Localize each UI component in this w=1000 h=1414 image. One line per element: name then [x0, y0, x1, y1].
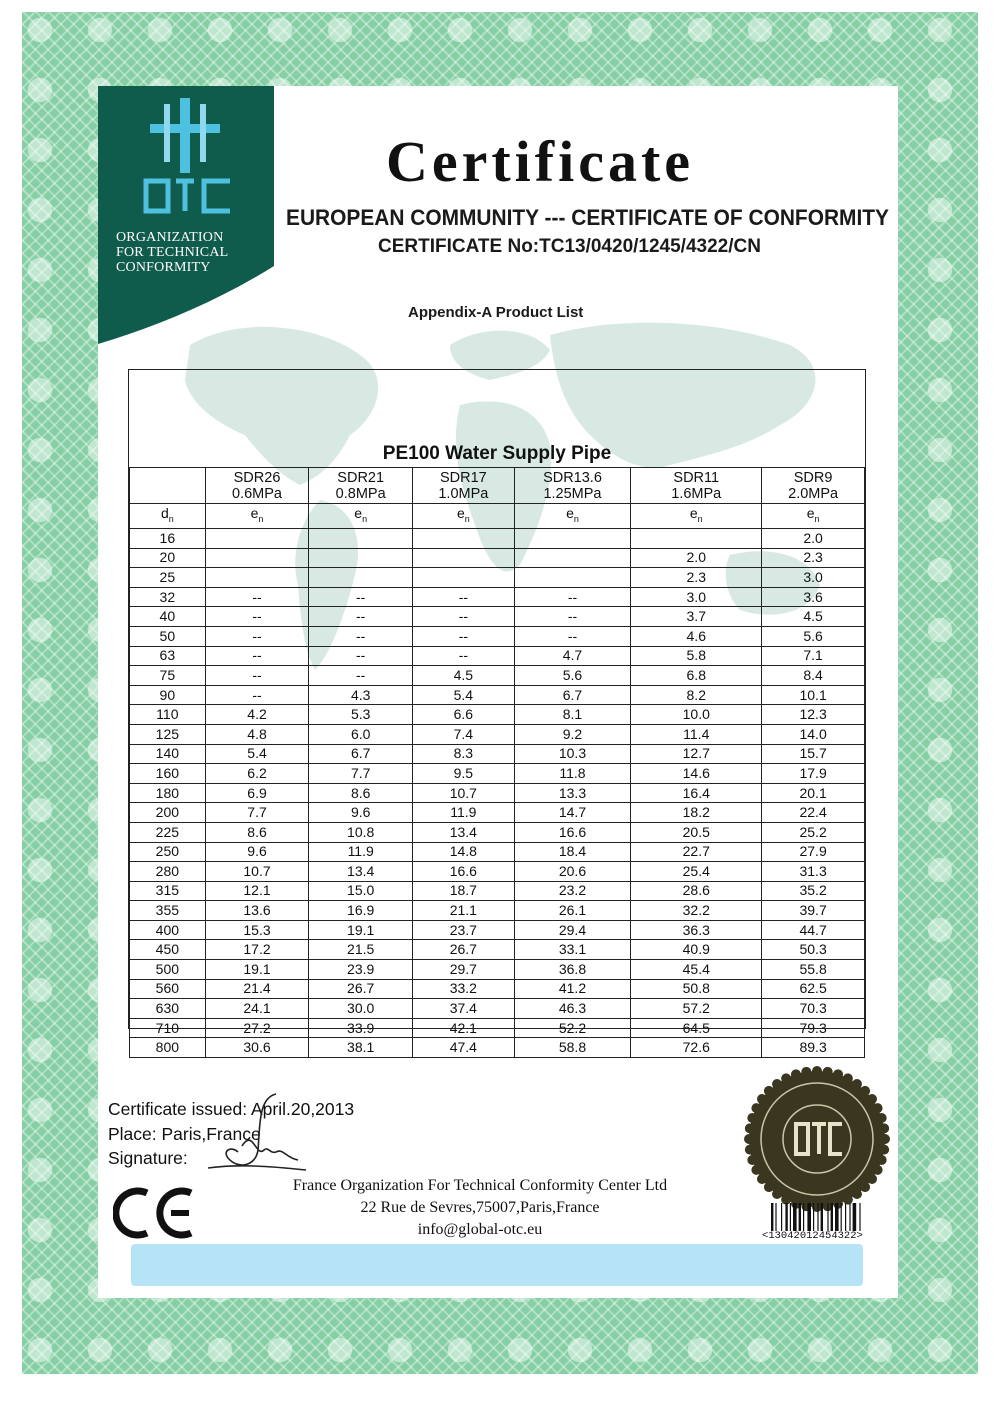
org-line-3: CONFORMITY: [116, 260, 211, 275]
thickness-cell: 12.1: [205, 881, 309, 901]
table-row: [130, 862, 865, 882]
thickness-cell: 64.5: [631, 1018, 762, 1038]
table-row: [130, 783, 865, 803]
thickness-cell: 37.4: [413, 999, 515, 1019]
thickness-cell: --: [205, 646, 309, 666]
en-symbol: $e_n$: [413, 504, 515, 529]
thickness-cell: 8.6: [309, 783, 413, 803]
thickness-cell: 57.2: [631, 999, 762, 1019]
dn-cell: 160: [130, 764, 206, 784]
thickness-cell: 14.7: [514, 803, 631, 823]
en-symbol: $e_n$: [631, 504, 762, 529]
thickness-cell: 40.9: [631, 940, 762, 960]
thickness-cell: 41.2: [514, 979, 631, 999]
dn-cell: 500: [130, 960, 206, 980]
thickness-cell: 32.2: [631, 901, 762, 921]
thickness-cell: 47.4: [413, 1038, 515, 1058]
thickness-cell: [413, 568, 515, 588]
thickness-cell: --: [309, 626, 413, 646]
table-row: [130, 842, 865, 862]
thickness-cell: 18.7: [413, 881, 515, 901]
thickness-cell: 50.8: [631, 979, 762, 999]
thickness-cell: --: [413, 626, 515, 646]
thickness-cell: 15.3: [205, 920, 309, 940]
thickness-cell: 4.2: [205, 705, 309, 725]
thickness-cell: 44.7: [762, 920, 865, 940]
thickness-cell: 11.9: [309, 842, 413, 862]
thickness-cell: 72.6: [631, 1038, 762, 1058]
thickness-cell: 27.2: [205, 1018, 309, 1038]
thickness-cell: 5.3: [309, 705, 413, 725]
handwritten-signature: [198, 1088, 308, 1174]
header-sdr13-6: SDR13.6 1.25MPa: [514, 468, 631, 504]
thickness-cell: 10.0: [631, 705, 762, 725]
thickness-cell: 20.6: [514, 862, 631, 882]
thickness-cell: 18.2: [631, 803, 762, 823]
table-row: [130, 626, 865, 646]
thickness-cell: 17.9: [762, 764, 865, 784]
dn-cell: 560: [130, 979, 206, 999]
thickness-cell: --: [205, 626, 309, 646]
table-row: [130, 1038, 865, 1058]
table-row: [130, 901, 865, 921]
thickness-cell: 42.1: [413, 1018, 515, 1038]
thickness-cell: 9.6: [309, 803, 413, 823]
thickness-cell: 55.8: [762, 960, 865, 980]
thickness-cell: 4.7: [514, 646, 631, 666]
issue-date: Certificate issued: April.20,2013: [108, 1099, 355, 1119]
thickness-cell: 4.5: [413, 666, 515, 686]
thickness-cell: 26.7: [413, 940, 515, 960]
dn-cell: 90: [130, 685, 206, 705]
header-sdr9: SDR9 2.0MPa: [762, 468, 865, 504]
dn-cell: 225: [130, 822, 206, 842]
barcode-number: <13042012454322>: [762, 1230, 863, 1242]
thickness-cell: 9.2: [514, 724, 631, 744]
thickness-cell: 2.3: [631, 568, 762, 588]
thickness-cell: 7.4: [413, 724, 515, 744]
thickness-cell: 12.7: [631, 744, 762, 764]
dn-cell: 630: [130, 999, 206, 1019]
thickness-cell: --: [413, 646, 515, 666]
thickness-cell: 10.3: [514, 744, 631, 764]
thickness-cell: 22.7: [631, 842, 762, 862]
thickness-cell: [205, 568, 309, 588]
thickness-cell: 35.2: [762, 881, 865, 901]
dn-cell: 400: [130, 920, 206, 940]
dn-cell: 200: [130, 803, 206, 823]
thickness-cell: 9.5: [413, 764, 515, 784]
thickness-cell: 3.0: [762, 568, 865, 588]
thickness-cell: 23.7: [413, 920, 515, 940]
table-row: [130, 822, 865, 842]
dn-cell: 40: [130, 607, 206, 627]
thickness-cell: 30.0: [309, 999, 413, 1019]
thickness-cell: 27.9: [762, 842, 865, 862]
thickness-cell: 7.7: [205, 803, 309, 823]
product-table: [129, 467, 865, 1058]
thickness-cell: 31.3: [762, 862, 865, 882]
thickness-cell: 5.6: [514, 666, 631, 686]
dn-cell: 32: [130, 587, 206, 607]
header-sdr17: SDR17 1.0MPa: [413, 468, 515, 504]
en-symbol: $e_n$: [514, 504, 631, 529]
thickness-cell: 8.6: [205, 822, 309, 842]
dn-cell: 250: [130, 842, 206, 862]
thickness-cell: 2.0: [631, 548, 762, 568]
header-sdr11: SDR11 1.6MPa: [631, 468, 762, 504]
table-row: [130, 1018, 865, 1038]
thickness-cell: 6.6: [413, 705, 515, 725]
thickness-cell: 39.7: [762, 901, 865, 921]
thickness-cell: 12.3: [762, 705, 865, 725]
thickness-cell: 13.3: [514, 783, 631, 803]
barcode-icon: [770, 1203, 882, 1233]
thickness-cell: 4.5: [762, 607, 865, 627]
table-row: [130, 744, 865, 764]
thickness-cell: 36.8: [514, 960, 631, 980]
footer-bar: [131, 1244, 863, 1286]
thickness-cell: [514, 568, 631, 588]
otc-seal-icon: [744, 1066, 890, 1212]
table-row: [130, 920, 865, 940]
en-symbol: $e_n$: [762, 504, 865, 529]
thickness-cell: --: [205, 685, 309, 705]
thickness-cell: 25.2: [762, 822, 865, 842]
thickness-cell: 79.3: [762, 1018, 865, 1038]
dn-cell: 800: [130, 1038, 206, 1058]
thickness-cell: 25.4: [631, 862, 762, 882]
thickness-cell: 21.5: [309, 940, 413, 960]
thickness-cell: --: [309, 587, 413, 607]
thickness-cell: [631, 529, 762, 549]
org-line-2: FOR TECHNICAL: [116, 245, 229, 260]
company-address: 22 Rue de Sevres,75007,Paris,France: [360, 1199, 600, 1216]
en-symbol: $e_n$: [309, 504, 413, 529]
company-info: [240, 1175, 720, 1241]
header-sdr26: SDR26 0.6MPa: [205, 468, 309, 504]
dn-cell: 180: [130, 783, 206, 803]
dn-cell: 50: [130, 626, 206, 646]
thickness-cell: [514, 529, 631, 549]
thickness-cell: [309, 548, 413, 568]
thickness-cell: 19.1: [205, 960, 309, 980]
appendix-heading: Appendix-A Product List: [408, 304, 584, 321]
product-table-frame: [128, 369, 866, 1056]
thickness-cell: 2.0: [762, 529, 865, 549]
thickness-cell: 33.1: [514, 940, 631, 960]
thickness-cell: 26.1: [514, 901, 631, 921]
thickness-cell: 5.6: [762, 626, 865, 646]
thickness-cell: [205, 548, 309, 568]
dn-cell: 16: [130, 529, 206, 549]
thickness-cell: 22.4: [762, 803, 865, 823]
thickness-cell: 62.5: [762, 979, 865, 999]
thickness-cell: 36.3: [631, 920, 762, 940]
dn-cell: 63: [130, 646, 206, 666]
thickness-cell: 19.1: [309, 920, 413, 940]
thickness-cell: --: [514, 587, 631, 607]
thickness-cell: 33.2: [413, 979, 515, 999]
thickness-cell: 89.3: [762, 1038, 865, 1058]
thickness-cell: 6.8: [631, 666, 762, 686]
thickness-cell: 4.6: [631, 626, 762, 646]
thickness-cell: [205, 529, 309, 549]
thickness-cell: 15.0: [309, 881, 413, 901]
thickness-cell: 26.7: [309, 979, 413, 999]
table-row: [130, 960, 865, 980]
thickness-cell: 13.4: [309, 862, 413, 882]
dn-cell: 110: [130, 705, 206, 725]
thickness-cell: 11.8: [514, 764, 631, 784]
table-row: [130, 999, 865, 1019]
thickness-cell: 6.0: [309, 724, 413, 744]
thickness-cell: 21.4: [205, 979, 309, 999]
dn-cell: 710: [130, 1018, 206, 1038]
thickness-cell: 18.4: [514, 842, 631, 862]
thickness-cell: 6.7: [514, 685, 631, 705]
thickness-cell: 16.6: [514, 822, 631, 842]
signature-label: Signature:: [108, 1148, 188, 1168]
thickness-cell: 11.9: [413, 803, 515, 823]
table-row: [130, 548, 865, 568]
dn-symbol: $d_n$: [130, 504, 206, 529]
thickness-cell: 33.9: [309, 1018, 413, 1038]
dn-cell: 125: [130, 724, 206, 744]
thickness-cell: 5.4: [205, 744, 309, 764]
table-row: [130, 979, 865, 999]
thickness-cell: 3.0: [631, 587, 762, 607]
thickness-cell: [413, 548, 515, 568]
table-symbol-row: [130, 504, 865, 529]
thickness-cell: 29.4: [514, 920, 631, 940]
thickness-cell: 14.8: [413, 842, 515, 862]
thickness-cell: [309, 529, 413, 549]
thickness-cell: --: [205, 587, 309, 607]
table-row: [130, 666, 865, 686]
thickness-cell: 52.2: [514, 1018, 631, 1038]
thickness-cell: 5.8: [631, 646, 762, 666]
table-row: [130, 724, 865, 744]
org-line-1: ORGANIZATION: [116, 230, 224, 245]
thickness-cell: 7.7: [309, 764, 413, 784]
thickness-cell: --: [205, 607, 309, 627]
thickness-cell: 7.1: [762, 646, 865, 666]
thickness-cell: 58.8: [514, 1038, 631, 1058]
thickness-cell: 16.4: [631, 783, 762, 803]
thickness-cell: 45.4: [631, 960, 762, 980]
thickness-cell: 50.3: [762, 940, 865, 960]
thickness-cell: --: [309, 607, 413, 627]
thickness-cell: 23.2: [514, 881, 631, 901]
table-row: [130, 529, 865, 549]
table-caption: PE100 Water Supply Pipe: [382, 443, 612, 464]
thickness-cell: 28.6: [631, 881, 762, 901]
thickness-cell: 24.1: [205, 999, 309, 1019]
dn-cell: 315: [130, 881, 206, 901]
thickness-cell: 3.7: [631, 607, 762, 627]
thickness-cell: --: [205, 666, 309, 686]
certificate-title: Certificate: [385, 129, 695, 194]
thickness-cell: 3.6: [762, 587, 865, 607]
thickness-cell: 46.3: [514, 999, 631, 1019]
thickness-cell: 10.7: [205, 862, 309, 882]
thickness-cell: 8.4: [762, 666, 865, 686]
thickness-cell: 29.7: [413, 960, 515, 980]
dn-cell: 20: [130, 548, 206, 568]
dn-cell: 25: [130, 568, 206, 588]
thickness-cell: 13.4: [413, 822, 515, 842]
table-header-row: [130, 468, 865, 504]
thickness-cell: 14.0: [762, 724, 865, 744]
table-row: [130, 881, 865, 901]
thickness-cell: 9.6: [205, 842, 309, 862]
thickness-cell: --: [514, 626, 631, 646]
company-email: info@global-otc.eu: [417, 1221, 543, 1238]
thickness-cell: 5.4: [413, 685, 515, 705]
company-name: France Organization For Technical Conformity Center Ltd: [292, 1177, 668, 1194]
thickness-cell: --: [413, 607, 515, 627]
logo-panel: [98, 86, 274, 344]
dn-cell: 280: [130, 862, 206, 882]
thickness-cell: 8.2: [631, 685, 762, 705]
table-row: [130, 940, 865, 960]
thickness-cell: 10.1: [762, 685, 865, 705]
thickness-cell: 6.9: [205, 783, 309, 803]
thickness-cell: 8.3: [413, 744, 515, 764]
thickness-cell: 23.9: [309, 960, 413, 980]
thickness-cell: --: [309, 666, 413, 686]
thickness-cell: 2.3: [762, 548, 865, 568]
table-row: [130, 607, 865, 627]
dn-cell: 355: [130, 901, 206, 921]
organization-name: [116, 230, 276, 275]
table-row: [130, 646, 865, 666]
thickness-cell: 20.5: [631, 822, 762, 842]
thickness-cell: 20.1: [762, 783, 865, 803]
table-row: [130, 764, 865, 784]
thickness-cell: 38.1: [309, 1038, 413, 1058]
thickness-cell: 30.6: [205, 1038, 309, 1058]
en-symbol: $e_n$: [205, 504, 309, 529]
ce-mark-icon: [113, 1185, 197, 1241]
thickness-cell: 14.6: [631, 764, 762, 784]
issue-place: Place: Paris,France: [108, 1123, 261, 1144]
thickness-cell: 13.6: [205, 901, 309, 921]
thickness-cell: 11.4: [631, 724, 762, 744]
table-row: [130, 705, 865, 725]
header-empty-cell: [130, 468, 206, 504]
table-row: [130, 685, 865, 705]
certificate-number: CERTIFICATE No:TC13/0420/1245/4322/CN: [378, 236, 761, 257]
thickness-cell: 21.1: [413, 901, 515, 921]
thickness-cell: --: [514, 607, 631, 627]
table-row: [130, 587, 865, 607]
thickness-cell: 10.8: [309, 822, 413, 842]
thickness-cell: --: [413, 587, 515, 607]
thickness-cell: 10.7: [413, 783, 515, 803]
thickness-cell: 70.3: [762, 999, 865, 1019]
dn-cell: 75: [130, 666, 206, 686]
certificate-subtitle: EUROPEAN COMMUNITY --- CERTIFICATE OF CONFORMITY: [286, 205, 889, 230]
table-row: [130, 803, 865, 823]
thickness-cell: 15.7: [762, 744, 865, 764]
dn-cell: 450: [130, 940, 206, 960]
thickness-cell: [514, 548, 631, 568]
dn-cell: 140: [130, 744, 206, 764]
thickness-cell: 6.7: [309, 744, 413, 764]
thickness-cell: 6.2: [205, 764, 309, 784]
table-row: [130, 568, 865, 588]
thickness-cell: --: [309, 646, 413, 666]
thickness-cell: 16.6: [413, 862, 515, 882]
header-sdr21: SDR21 0.8MPa: [309, 468, 413, 504]
thickness-cell: [309, 568, 413, 588]
thickness-cell: [413, 529, 515, 549]
thickness-cell: 4.8: [205, 724, 309, 744]
thickness-cell: 8.1: [514, 705, 631, 725]
thickness-cell: 16.9: [309, 901, 413, 921]
thickness-cell: 17.2: [205, 940, 309, 960]
thickness-cell: 4.3: [309, 685, 413, 705]
